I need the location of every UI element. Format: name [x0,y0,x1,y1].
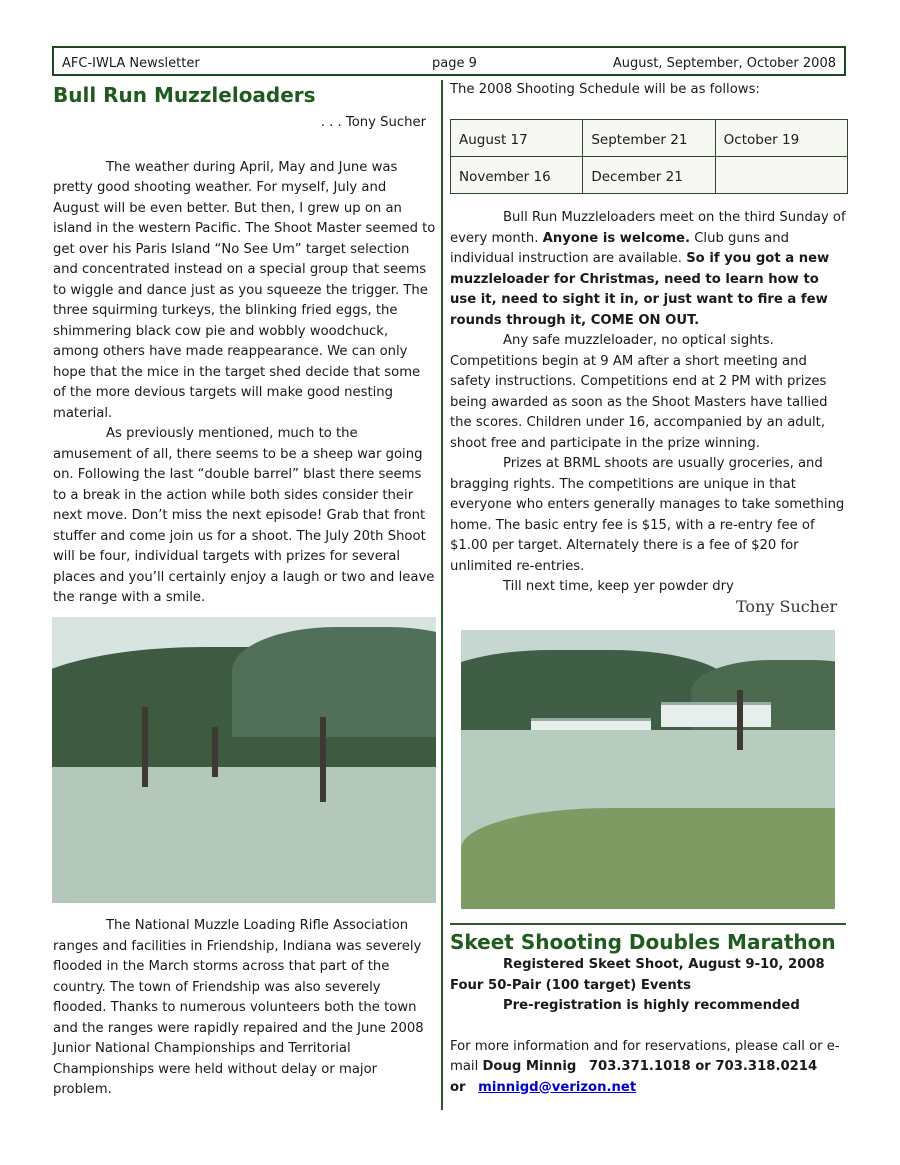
email-link[interactable]: minnigd@verizon.net [478,1079,637,1095]
contact-phones: 703.371.1018 or 703.318.0214 [588,1059,818,1074]
left-column-bottom [53,916,436,1101]
page-header [52,46,846,76]
byline: . . . Tony Sucher [320,115,426,130]
issue-date: August, September, October 2008 [612,56,836,71]
paragraph: The National Muzzle Loading Rifle Association ranges and facilities in Friendship, Indiana was severely flooded in the March storms across that part of the country. The town of Friendship was also severely flooded. Thanks to numerous volunteers both the town and the ranges were rapidly repaired and the June 2008 Junior National Championships and Territorial Championships were held without delay or major problem. [53,918,424,1097]
left-column [53,82,436,609]
contact-text: For more information and for reservations, please call or e-mail [450,1038,840,1074]
contact-or: or [450,1079,466,1095]
skeet-line: Registered Skeet Shoot, August 9-10, 2008 [503,957,825,972]
table-cell: August 17 [451,120,583,157]
contact-info [450,1037,846,1099]
schedule-table [450,119,848,194]
table-cell [715,157,847,194]
right-column-body [450,208,846,598]
paragraph [450,208,846,331]
paragraph: As previously mentioned, much to the amusement of all, there seems to be a sheep war going on. Following the last “double barrel” blast there seems to a break in the action while both sides consider their next move. Don’t miss the next episode! Grab that front stuffer and come join us for a shoot. The July 20th Shoot will be four, individual targets with prizes for several places and you’ll certainly enjoy a laugh or two and leave the range with a smile. [53,426,435,605]
skeet-section [450,929,846,1098]
paragraph: The weather during April, May and June was pretty good shooting weather. For myself, July and August will be even better. But then, I grew up on an island in the western Pacific. The Shoot Master seemed to get over his Paris Island “No See Um” target selection and concentrated instead on a special group that seems to wiggle and dance just as you squeeze the trigger. The three squirming turkeys, the blinking fried eggs, the shimmering black cow pie and wobbly woodchuck, among others have made reappearance. We can only hope that the mice in the target shed decide that some of the more devious targets will make good nesting material. [53,159,436,421]
paragraph: Prizes at BRML shoots are usually groceries, and bragging rights. The competitions are unique in that everyone who enters generally manages to take something home. The basic entry fee is $15, with a re-entry fee of $1.00 per target. Alternately there is a fee of $20 for unlimited re-entries. [450,456,845,574]
flood-photo-left [52,617,436,903]
paragraph: Any safe muzzleloader, no optical sights. Competitions begin at 9 AM after a short meeting and safety instructions. Competitions end at 2 PM with prizes being awarded as soon as the Shoot Masters have tallied the scores. Children under 16, accompanied by an adult, shoot free and participate in the prize winning. [450,333,828,451]
skeet-line: Pre-registration is highly recommended [503,998,800,1013]
welcome-text: Anyone is welcome. [542,230,691,246]
newsletter-name: AFC-IWLA Newsletter [62,56,200,71]
table-cell: November 16 [451,157,583,194]
closing-line: Till next time, keep yer powder dry [503,579,734,594]
section-rule [450,923,846,925]
guns-text: Club guns and individual instruction are available. [450,230,789,266]
article-title: Bull Run Muzzleloaders [53,83,316,107]
signature: Tony Sucher [736,597,838,616]
skeet-title: Skeet Shooting Doubles Marathon [450,930,836,954]
flood-photo-right [461,630,835,909]
skeet-line: Four 50-Pair (100 target) Events [450,977,691,993]
table-row [451,120,848,157]
page-number: page 9 [432,56,477,71]
table-row [451,157,848,194]
come-out-text: So if you got a new muzzleloader for Christmas, need to learn how to use it, need to sight it in, or just want to fire a few rounds through it, COME ON OUT. [450,251,830,328]
meeting-text: Bull Run Muzzleloaders meet on the third Sunday of every month. [450,210,846,246]
column-divider [441,80,443,1110]
contact-name: Doug Minnig [482,1059,577,1074]
table-cell: October 19 [715,120,847,157]
table-cell: December 21 [583,157,715,194]
schedule-intro: The 2008 Shooting Schedule will be as follows: [450,82,760,97]
table-cell: September 21 [583,120,715,157]
right-column-top [450,80,846,101]
